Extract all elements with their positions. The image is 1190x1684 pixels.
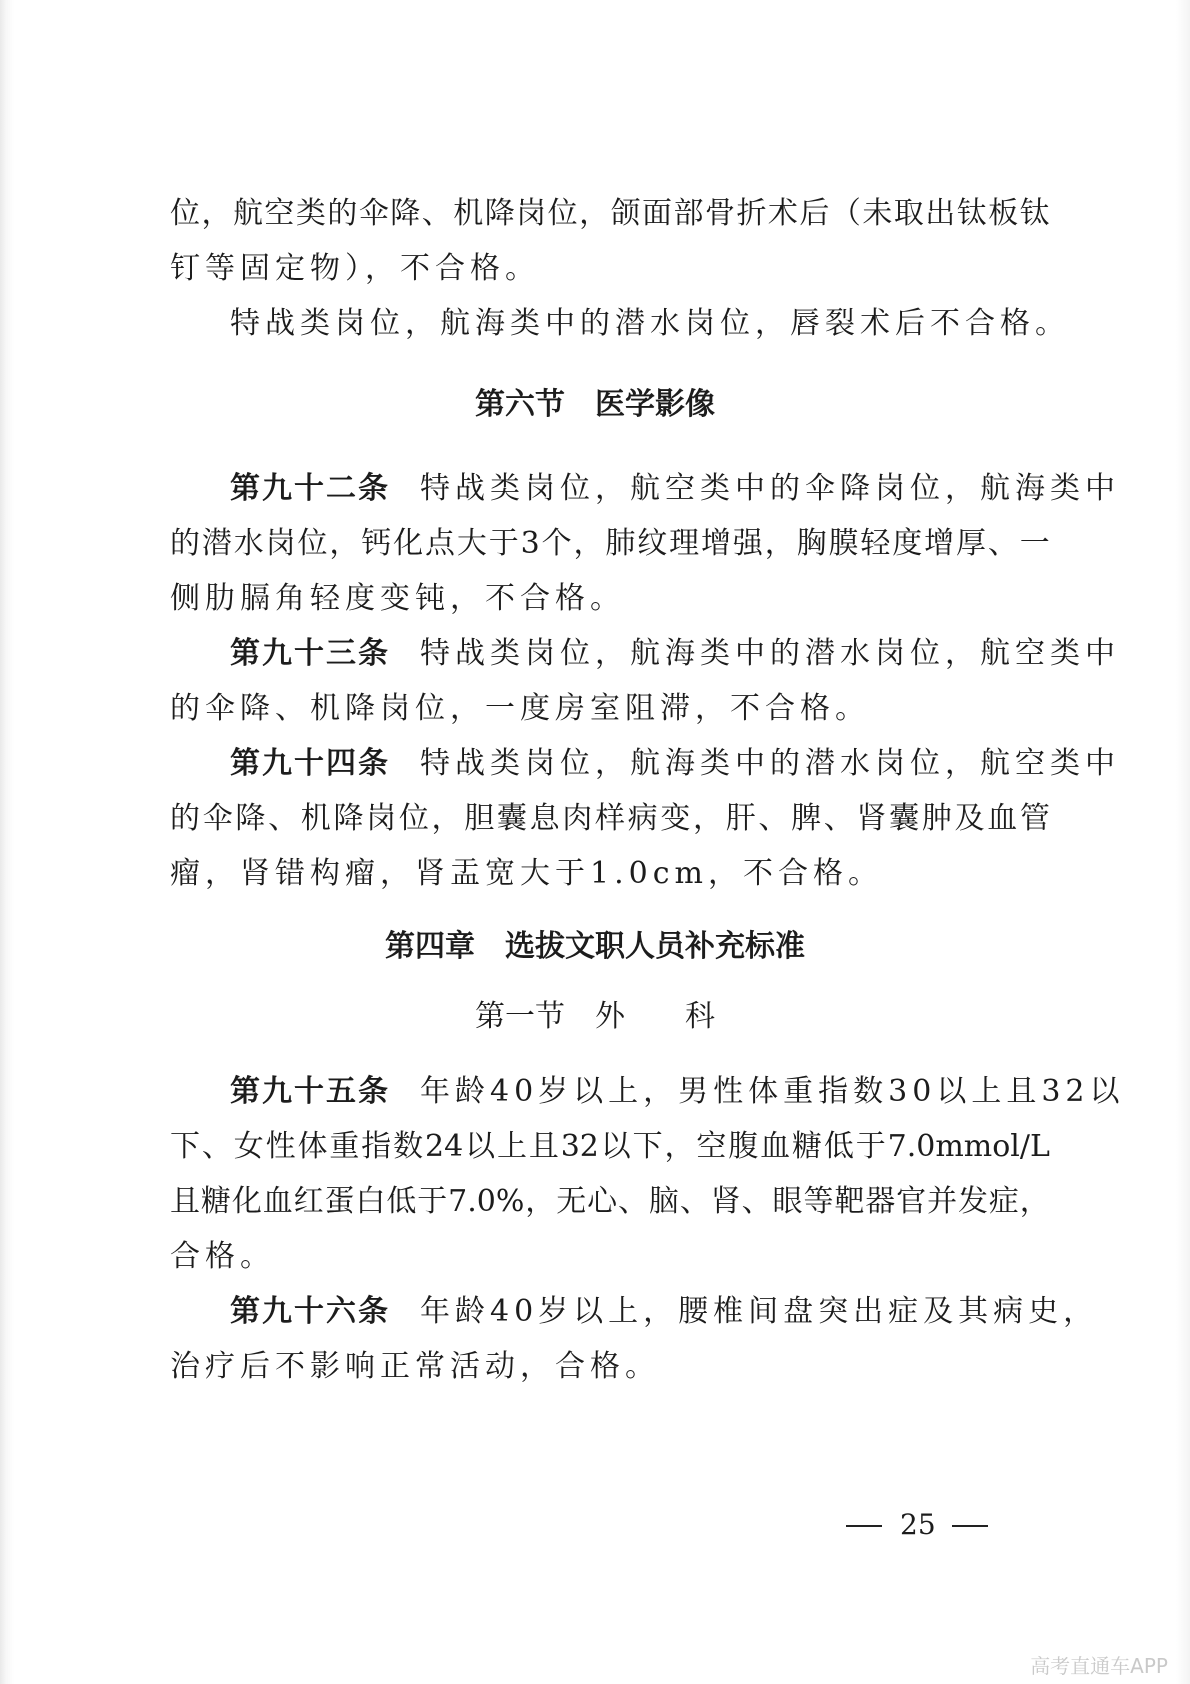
section-heading: 第六节 医学影像 (475, 387, 715, 422)
body-line: 的 伞 降 、 机 降 岗 位 ， 胆 囊 息 肉 样 病 变 ， 肝 、 脾 、 肾 囊 肿 及 血 管 (170, 801, 1050, 836)
body-line: 钉等固定物），不合格。 (170, 251, 540, 286)
body-text: 年龄40岁以上，男性体重指数30以上且32以 (420, 1074, 1125, 1109)
section-heading: 第一节 外 科 (475, 999, 715, 1034)
article-label: 第九十四条 (230, 746, 390, 781)
body-text: 特战类岗位，航海类中的潜水岗位，航空类中 (420, 636, 1120, 671)
article-93-first-line (230, 635, 1120, 673)
chapter-heading: 第四章 选拔文职人员补充标准 (385, 929, 805, 964)
page-number-dash-left (846, 1525, 882, 1527)
body-line: 治疗后不影响正常活动，合格。 (170, 1349, 660, 1384)
body-line: 特战类岗位，航海类中的潜水岗位，唇裂术后不合格。 (230, 306, 1070, 341)
article-94-first-line (230, 745, 1120, 783)
page-number-dash-right (952, 1525, 988, 1527)
body-line: 合格。 (170, 1239, 275, 1274)
body-text: 特战类岗位，航空类中的伞降岗位，航海类中 (420, 471, 1120, 506)
article-label: 第九十六条 (230, 1294, 390, 1329)
body-text: 年龄40岁以上，腰椎间盘突出症及其病史， (420, 1294, 1099, 1329)
body-line: 且 糖 化 血 红 蛋 白 低 于 7.0% ， 无 心 、 脑 、 肾 、 眼 等 靶 器 官 并 发 症 ， (170, 1184, 1050, 1219)
article-label: 第九十二条 (230, 471, 390, 506)
body-line: 位 ， 航 空 类 的 伞 降 、 机 降 岗 位 ， 颌 面 部 骨 折 术 后 （ 未 取 出 钛 板 钛 (170, 196, 1050, 231)
article-label: 第九十三条 (230, 636, 390, 671)
body-line: 的 潜 水 岗 位 ， 钙 化 点 大 于 3 个 ， 肺 纹 理 增 强 ， 胸 膜 轻 度 增 厚 、 一 (170, 526, 1050, 561)
watermark: 高考直通车APP (1030, 1654, 1168, 1678)
article-95-first-line (230, 1073, 1125, 1111)
article-92-first-line (230, 470, 1120, 508)
body-line: 的伞降、机降岗位，一度房室阻滞，不合格。 (170, 691, 870, 726)
body-line: 瘤，肾错构瘤，肾盂宽大于1.0cm，不合格。 (170, 856, 883, 891)
article-96-first-line (230, 1293, 1099, 1331)
page-number: 25 (900, 1508, 936, 1541)
body-line: 下 、 女 性 体 重 指 数 24 以 上 且 32 以 下 ， 空 腹 血 糖 低 于 7.0mmol/L (170, 1129, 1050, 1164)
article-label: 第九十五条 (230, 1074, 390, 1109)
body-line: 侧肋膈角轻度变钝，不合格。 (170, 581, 625, 616)
body-text: 特战类岗位，航海类中的潜水岗位，航空类中 (420, 746, 1120, 781)
